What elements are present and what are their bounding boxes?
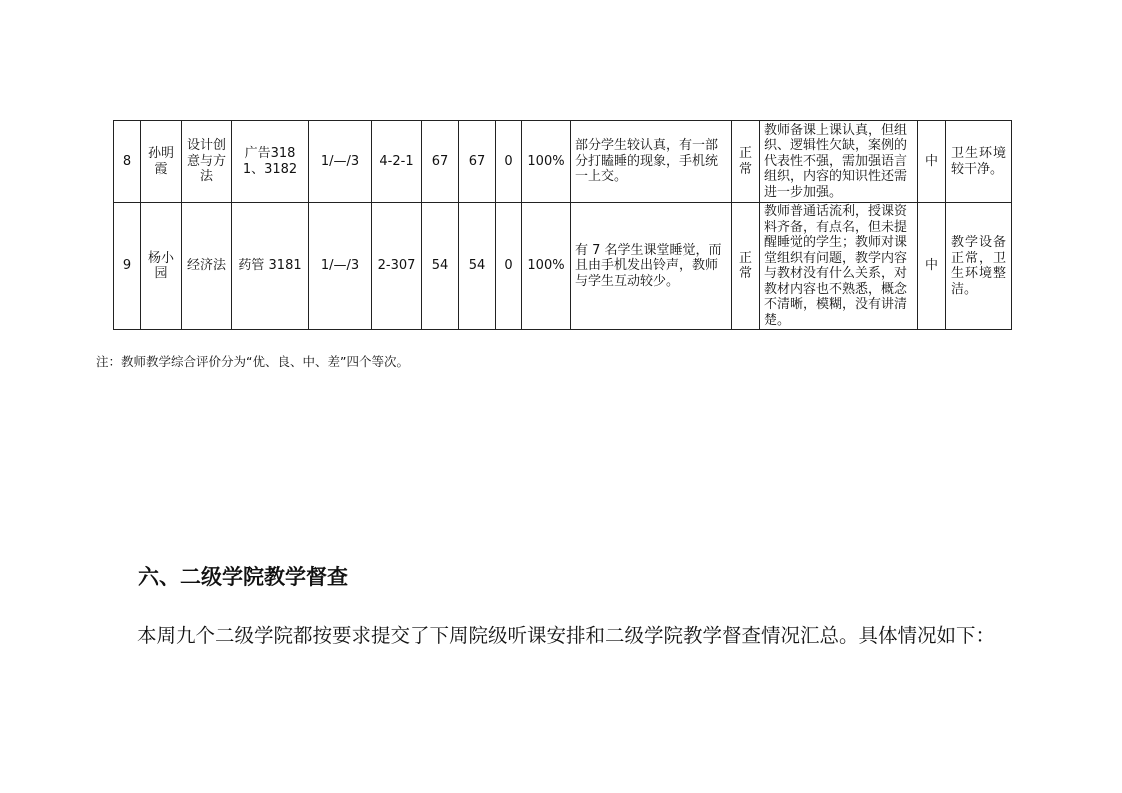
- student-observation: 有 7 名学生课堂睡觉，而且由手机发出铃声，教师与学生互动较少。: [571, 203, 732, 330]
- student-observation: 部分学生较认真，有一部分打瞌睡的现象，手机统一上交。: [571, 121, 732, 203]
- table-row: [114, 121, 1012, 203]
- week-period: 1/—/3: [309, 121, 372, 203]
- table-row: [114, 203, 1012, 330]
- class-names: 药管 3181: [232, 203, 309, 330]
- environment-note: 教学设备正常，卫生环境整洁。: [946, 203, 1012, 330]
- teacher-name: 孙明霞: [141, 121, 182, 203]
- table-footnote: 注：教师教学综合评价分为“优、良、中、差”四个等次。: [96, 354, 409, 369]
- attendance-rate: 100%: [522, 121, 571, 203]
- section-heading: 六、二级学院教学督查: [138, 565, 348, 589]
- actual-count: 67: [459, 121, 496, 203]
- teacher-observation: 教师备课上课认真，但组织、逻辑性欠缺，案例的代表性不强，需加强语言组织，内容的知识性还需进一步加强。: [760, 121, 918, 203]
- class-status: 正常: [732, 121, 760, 203]
- absent-count: 0: [496, 121, 522, 203]
- evaluation-grade: 中: [918, 203, 946, 330]
- course-name: 经济法: [182, 203, 232, 330]
- evaluation-table: [113, 120, 1012, 330]
- absent-count: 0: [496, 203, 522, 330]
- row-number: 9: [114, 203, 141, 330]
- classroom: 4-2-1: [372, 121, 422, 203]
- course-name: 设计创意与方法: [182, 121, 232, 203]
- class-status: 正常: [732, 203, 760, 330]
- evaluation-grade: 中: [918, 121, 946, 203]
- teacher-name: 杨小园: [141, 203, 182, 330]
- class-names: 广告3181、3182: [232, 121, 309, 203]
- actual-count: 54: [459, 203, 496, 330]
- attendance-rate: 100%: [522, 203, 571, 330]
- week-period: 1/—/3: [309, 203, 372, 330]
- teacher-observation: 教师普通话流利，授课资料齐备，有点名，但未提醒睡觉的学生；教师对课堂组织有问题，教学内容与教材没有什么关系，对教材内容也不熟悉，概念不清晰，模糊，没有讲清楚。: [760, 203, 918, 330]
- classroom: 2-307: [372, 203, 422, 330]
- section-paragraph: 本周九个二级学院都按要求提交了下周院级听课安排和二级学院教学督查情况汇总。具体情况如下：: [137, 624, 996, 647]
- expected-count: 67: [422, 121, 459, 203]
- expected-count: 54: [422, 203, 459, 330]
- environment-note: 卫生环境较干净。: [946, 121, 1012, 203]
- row-number: 8: [114, 121, 141, 203]
